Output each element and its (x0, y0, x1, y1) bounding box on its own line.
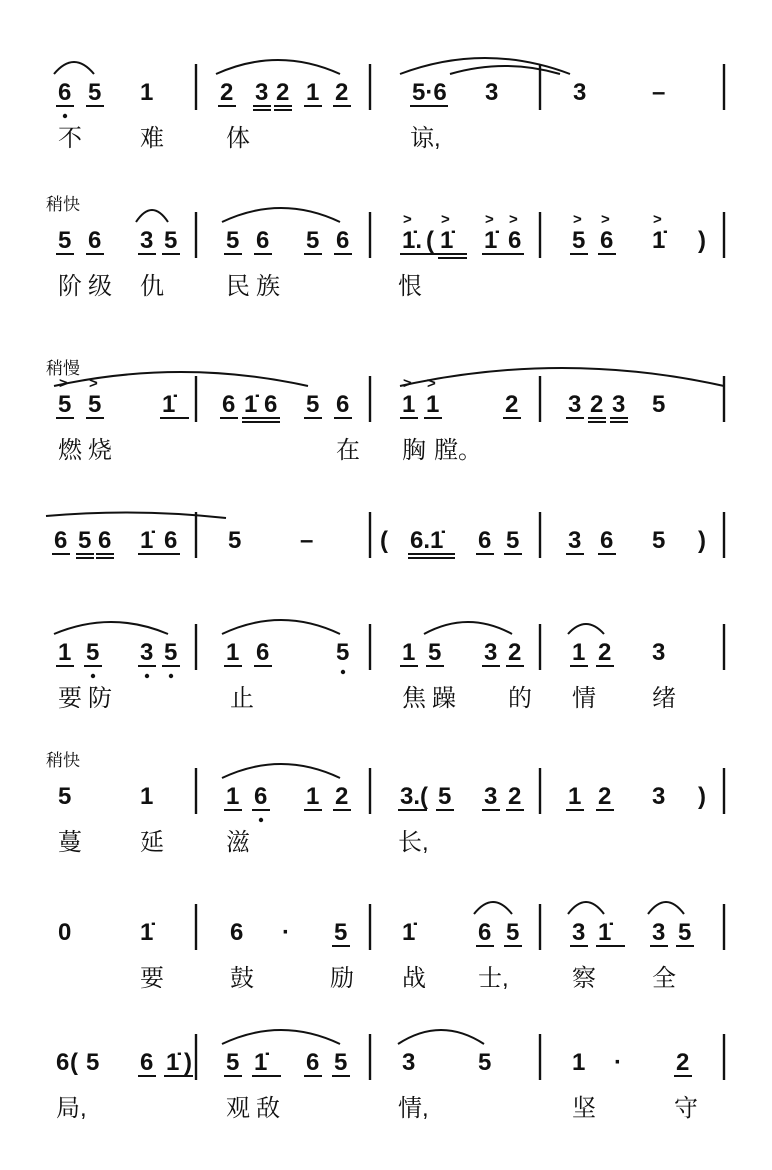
note-number: 5 (58, 227, 72, 254)
accent-mark: > (485, 211, 494, 228)
lyric-text: 不 (58, 125, 82, 152)
note-number: – (300, 527, 314, 554)
lyric-text: 局, (56, 1095, 87, 1122)
note-number: 1̇ (162, 391, 176, 418)
slur-arc (54, 622, 168, 634)
note-number: ) (184, 1049, 192, 1076)
slur-arc (568, 902, 604, 914)
note-number: 3 (652, 783, 666, 810)
note-number: 6 (254, 783, 268, 810)
note-number: 5 (226, 227, 240, 254)
note-number: 1̇ (140, 919, 154, 946)
note-number: 6 (478, 919, 492, 946)
note-number: 5 (678, 919, 692, 946)
lyric-text: 恨 (398, 273, 422, 300)
lyric-text: 难 (140, 125, 164, 152)
note-number: 1̇ (166, 1049, 180, 1076)
note-number: 1̇ (244, 391, 258, 418)
lyric-text: 战 (402, 965, 426, 992)
note-number: 5 (228, 527, 242, 554)
lyric-text: 要 (140, 965, 164, 992)
note-number: 5 (86, 639, 100, 666)
note-number: 1̇ (484, 227, 498, 254)
low-octave-dot (169, 674, 173, 678)
note-number: 5 (336, 639, 350, 666)
lyric-text: 族 (256, 273, 280, 300)
note-number: 3 (568, 527, 582, 554)
note-number: 1 (306, 79, 320, 106)
note-number: 6 (256, 227, 270, 254)
note-number: – (652, 79, 666, 106)
note-number: 3 (140, 639, 154, 666)
note-number: 3 (484, 783, 498, 810)
note-number: 1̇. (402, 227, 423, 254)
note-number: 6 (336, 391, 350, 418)
lyric-text: 敌 (256, 1095, 280, 1122)
lyric-text: 情, (398, 1095, 429, 1122)
lyric-text: 膛。 (434, 437, 482, 464)
note-number: 5 (58, 391, 72, 418)
slur-arc (54, 62, 94, 74)
note-number: 6 (58, 79, 72, 106)
lyric-text: 阶 (58, 273, 82, 300)
note-number: 6 (164, 527, 178, 554)
note-number: 1 (568, 783, 582, 810)
low-octave-dot (259, 818, 263, 822)
note-number: 3 (402, 1049, 416, 1076)
note-number: 2 (676, 1049, 690, 1076)
note-number: 5 (652, 527, 666, 554)
accent-mark: > (89, 375, 98, 392)
lyric-text: 延 (140, 829, 164, 856)
note-number: 5 (88, 391, 102, 418)
lyric-text: 燃 (58, 437, 82, 464)
note-number: 6.1̇ (410, 527, 444, 554)
slur-arc (216, 60, 340, 74)
note-number: 5 (164, 227, 178, 254)
note-number: 3 (140, 227, 154, 254)
note-number: ) (698, 227, 706, 254)
lyric-text: 胸 (402, 437, 426, 464)
lyric-text: 长, (398, 829, 429, 856)
lyric-text: 谅, (410, 125, 441, 152)
accent-mark: > (59, 375, 68, 392)
slur-arc (568, 624, 604, 634)
lyric-text: 蔓 (58, 829, 82, 856)
slur-arc (648, 902, 684, 914)
slur-arc (398, 1030, 484, 1044)
lyric-text: 滋 (226, 829, 250, 856)
note-number: 6 (140, 1049, 154, 1076)
score-system (46, 512, 724, 558)
score-system (58, 902, 724, 992)
note-number: 6 (600, 227, 614, 254)
lyric-text: 躁 (432, 685, 456, 712)
note-number: 2 (505, 391, 519, 418)
accent-mark: > (653, 211, 662, 228)
lyric-text: 励 (330, 965, 354, 992)
note-number: 5 (306, 227, 320, 254)
lyric-text: 止 (230, 685, 254, 712)
score-system (54, 58, 724, 152)
lyric-text: 要 (58, 685, 82, 712)
slur-arc (424, 622, 512, 634)
lyric-text: 全 (652, 965, 676, 992)
accent-mark: > (509, 211, 518, 228)
note-number: 5 (306, 391, 320, 418)
slur-arc (222, 620, 340, 634)
note-number: 2 (276, 79, 290, 106)
low-octave-dot (91, 674, 95, 678)
note-number: 5 (438, 783, 452, 810)
note-number: ( (426, 227, 434, 254)
tempo-marking: 稍慢 (46, 359, 80, 378)
lyric-text: 鼓 (230, 965, 254, 992)
note-number: 3. (400, 783, 421, 810)
lyric-text: 防 (88, 685, 112, 712)
note-number: 3 (485, 79, 499, 106)
slur-arc (400, 368, 724, 386)
note-number: 6 (264, 391, 278, 418)
note-number: 3 (568, 391, 582, 418)
note-number: 1 (306, 783, 320, 810)
accent-mark: > (403, 375, 412, 392)
note-number: 1̇ (140, 527, 154, 554)
note-number: 5 (334, 919, 348, 946)
note-number: 1 (226, 783, 240, 810)
low-octave-dot (341, 670, 345, 674)
note-number: 5 (572, 227, 586, 254)
note-number: ( (70, 1049, 78, 1076)
note-number: 2 (590, 391, 604, 418)
note-number: 1̇ (440, 227, 454, 254)
low-octave-dot (145, 674, 149, 678)
lyric-text: 级 (88, 273, 112, 300)
note-number: 1 (572, 1049, 586, 1076)
note-number: 5 (226, 1049, 240, 1076)
accent-mark: > (601, 211, 610, 228)
slur-arc (46, 512, 226, 518)
note-number: 1 (572, 639, 586, 666)
accent-mark: > (573, 211, 582, 228)
note-number: 3 (573, 79, 587, 106)
accent-mark: > (403, 211, 412, 228)
note-number: · (614, 1049, 622, 1076)
note-number: 3 (572, 919, 586, 946)
note-number: 5 (58, 783, 72, 810)
slur-arc (136, 210, 168, 222)
lyric-text: 体 (226, 125, 250, 152)
score-system (54, 620, 724, 712)
lyric-text: 观 (226, 1095, 250, 1122)
lyric-text: 士, (478, 965, 509, 992)
note-number: 6 (306, 1049, 320, 1076)
slur-arc (222, 208, 340, 222)
lyric-text: 仇 (140, 273, 164, 300)
note-number: 5 (334, 1049, 348, 1076)
lyric-text: 烧 (88, 437, 112, 464)
score-system (46, 751, 724, 856)
score-system (46, 195, 724, 300)
note-number: 2 (598, 639, 612, 666)
lyric-text: 坚 (572, 1095, 596, 1122)
note-number: 5·6 (412, 79, 447, 106)
note-number: 1 (140, 783, 154, 810)
note-number: 1 (426, 391, 440, 418)
note-number: 5 (478, 1049, 492, 1076)
lyric-text: 绪 (652, 685, 676, 712)
note-number: 6 (54, 527, 68, 554)
accent-mark: > (427, 375, 436, 392)
note-number: 2 (335, 79, 349, 106)
note-number: 1 (140, 79, 154, 106)
note-number: 5 (164, 639, 178, 666)
lyric-text: 焦 (402, 685, 426, 712)
low-octave-dot (63, 114, 67, 118)
note-number: 2 (508, 783, 522, 810)
slur-arc (474, 902, 512, 914)
note-number: 3 (255, 79, 269, 106)
slur-arc (450, 66, 560, 74)
tempo-marking: 稍快 (46, 751, 80, 770)
note-number: 3 (652, 639, 666, 666)
note-number: ( (380, 527, 388, 554)
note-number: 2 (335, 783, 349, 810)
note-number: 5 (506, 919, 520, 946)
slur-arc (222, 1030, 340, 1044)
note-number: 6 (256, 639, 270, 666)
note-number: 1 (58, 639, 72, 666)
note-number: ( (420, 783, 428, 810)
tempo-marking: 稍快 (46, 195, 80, 214)
note-number: 6 (56, 1049, 70, 1076)
note-number: 2 (220, 79, 234, 106)
note-number: 5 (428, 639, 442, 666)
lyric-text: 情 (572, 685, 596, 712)
note-number: 6 (508, 227, 522, 254)
note-number: 6 (600, 527, 614, 554)
lyric-text: 民 (226, 273, 250, 300)
slur-arc (222, 764, 340, 778)
note-number: 5 (506, 527, 520, 554)
note-number: ) (698, 783, 706, 810)
slur-arc (400, 58, 570, 74)
note-number: 6 (478, 527, 492, 554)
accent-mark: > (441, 211, 450, 228)
note-number: 2 (598, 783, 612, 810)
note-number: · (282, 919, 290, 946)
lyric-text: 察 (572, 965, 596, 992)
note-number: 2 (508, 639, 522, 666)
note-number: 5 (86, 1049, 100, 1076)
note-number: 5 (78, 527, 92, 554)
note-number: 1 (402, 391, 416, 418)
note-number: 3 (652, 919, 666, 946)
note-number: 6 (88, 227, 102, 254)
note-number: 6 (222, 391, 236, 418)
note-number: 1 (402, 639, 416, 666)
note-number: 3 (484, 639, 498, 666)
score-system (46, 359, 724, 464)
note-number: 1 (226, 639, 240, 666)
lyric-text: 守 (674, 1095, 698, 1122)
note-number: 1̇ (402, 919, 416, 946)
note-number: 6 (230, 919, 244, 946)
note-number: 5 (652, 391, 666, 418)
lyric-text: 在 (336, 437, 360, 464)
note-number: 3 (612, 391, 626, 418)
note-number: 1̇ (254, 1049, 268, 1076)
note-number: 5 (88, 79, 102, 106)
note-number: 6 (98, 527, 112, 554)
lyric-text: 的 (508, 685, 532, 712)
note-number: 0 (58, 919, 72, 946)
note-number: 1̇ (652, 227, 666, 254)
score-system (56, 1030, 724, 1122)
note-number: 1̇ (598, 919, 612, 946)
note-number: 6 (336, 227, 350, 254)
note-number: ) (698, 527, 706, 554)
